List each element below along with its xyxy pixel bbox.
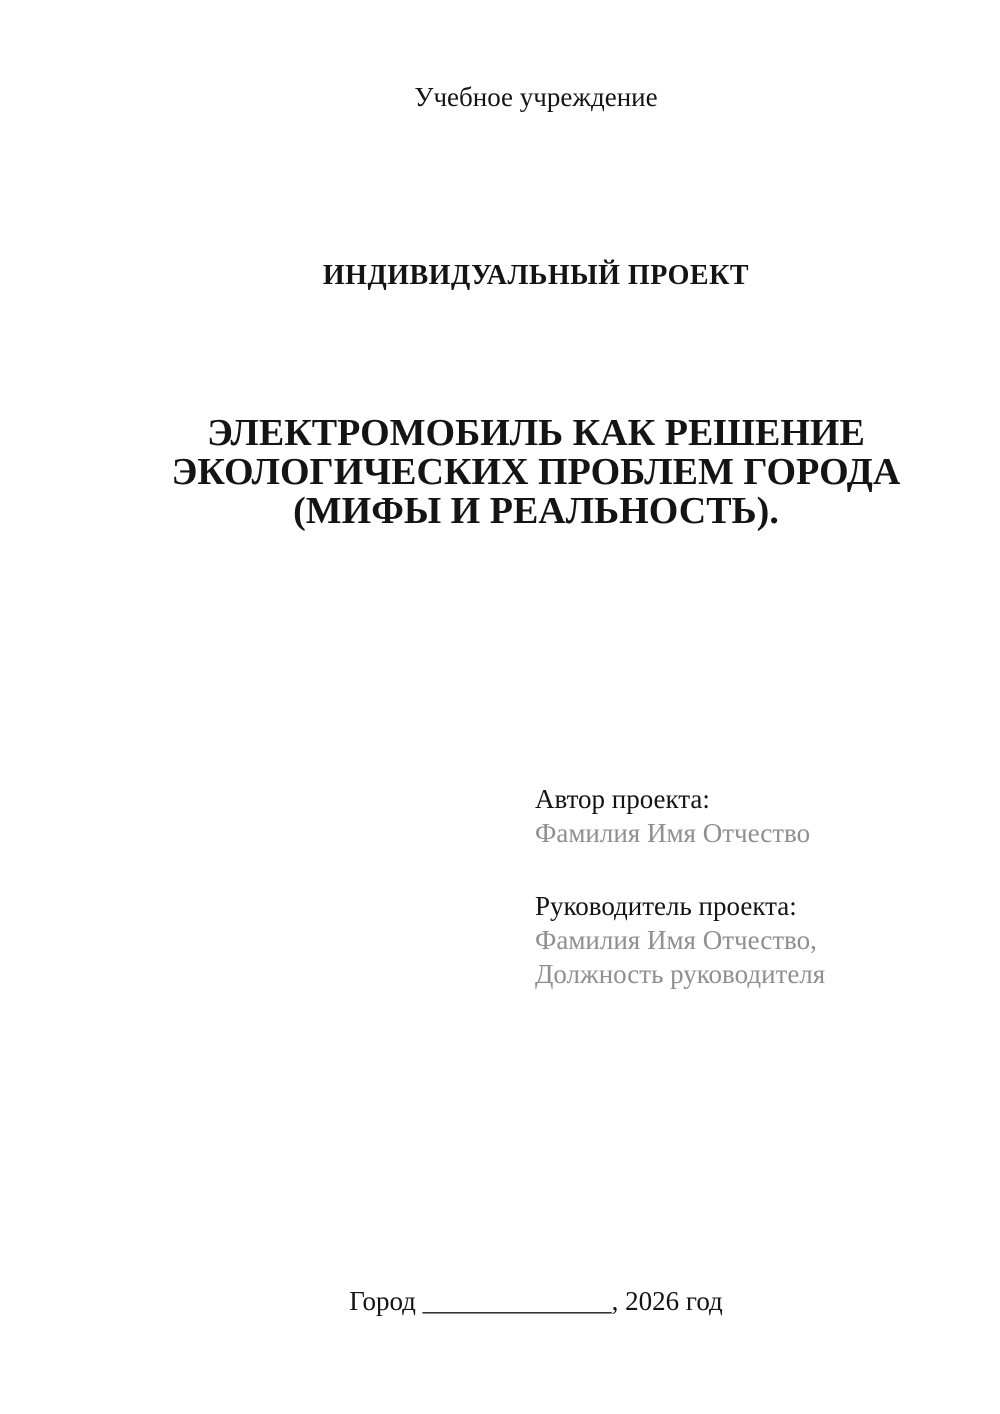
author-name-placeholder: Фамилия Имя Отчество <box>535 818 811 848</box>
project-title-line-3: (МИФЫ И РЕАЛЬНОСТЬ). <box>293 490 779 532</box>
project-type-heading: ИНДИВИДУАЛЬНЫЙ ПРОЕКТ <box>322 260 750 291</box>
supervisor-block <box>535 889 825 991</box>
project-title-line-1: ЭЛЕКТРОМОБИЛЬ КАК РЕШЕНИЕ <box>207 412 865 454</box>
institution-name: Учебное учреждение <box>414 82 658 112</box>
supervisor-label: Руководитель проекта: <box>535 891 797 921</box>
project-title-line-2: ЭКОЛОГИЧЕСКИХ ПРОБЛЕМ ГОРОДА <box>171 451 901 493</box>
author-label: Автор проекта: <box>535 784 710 814</box>
project-title <box>72 414 1000 531</box>
supervisor-position-placeholder: Должность руководителя <box>535 959 826 989</box>
supervisor-name-placeholder: Фамилия Имя Отчество, <box>535 925 817 955</box>
author-block <box>535 782 825 850</box>
credits-block <box>535 782 825 991</box>
city-year-line: Город ______________, 2026 год <box>349 1286 723 1316</box>
